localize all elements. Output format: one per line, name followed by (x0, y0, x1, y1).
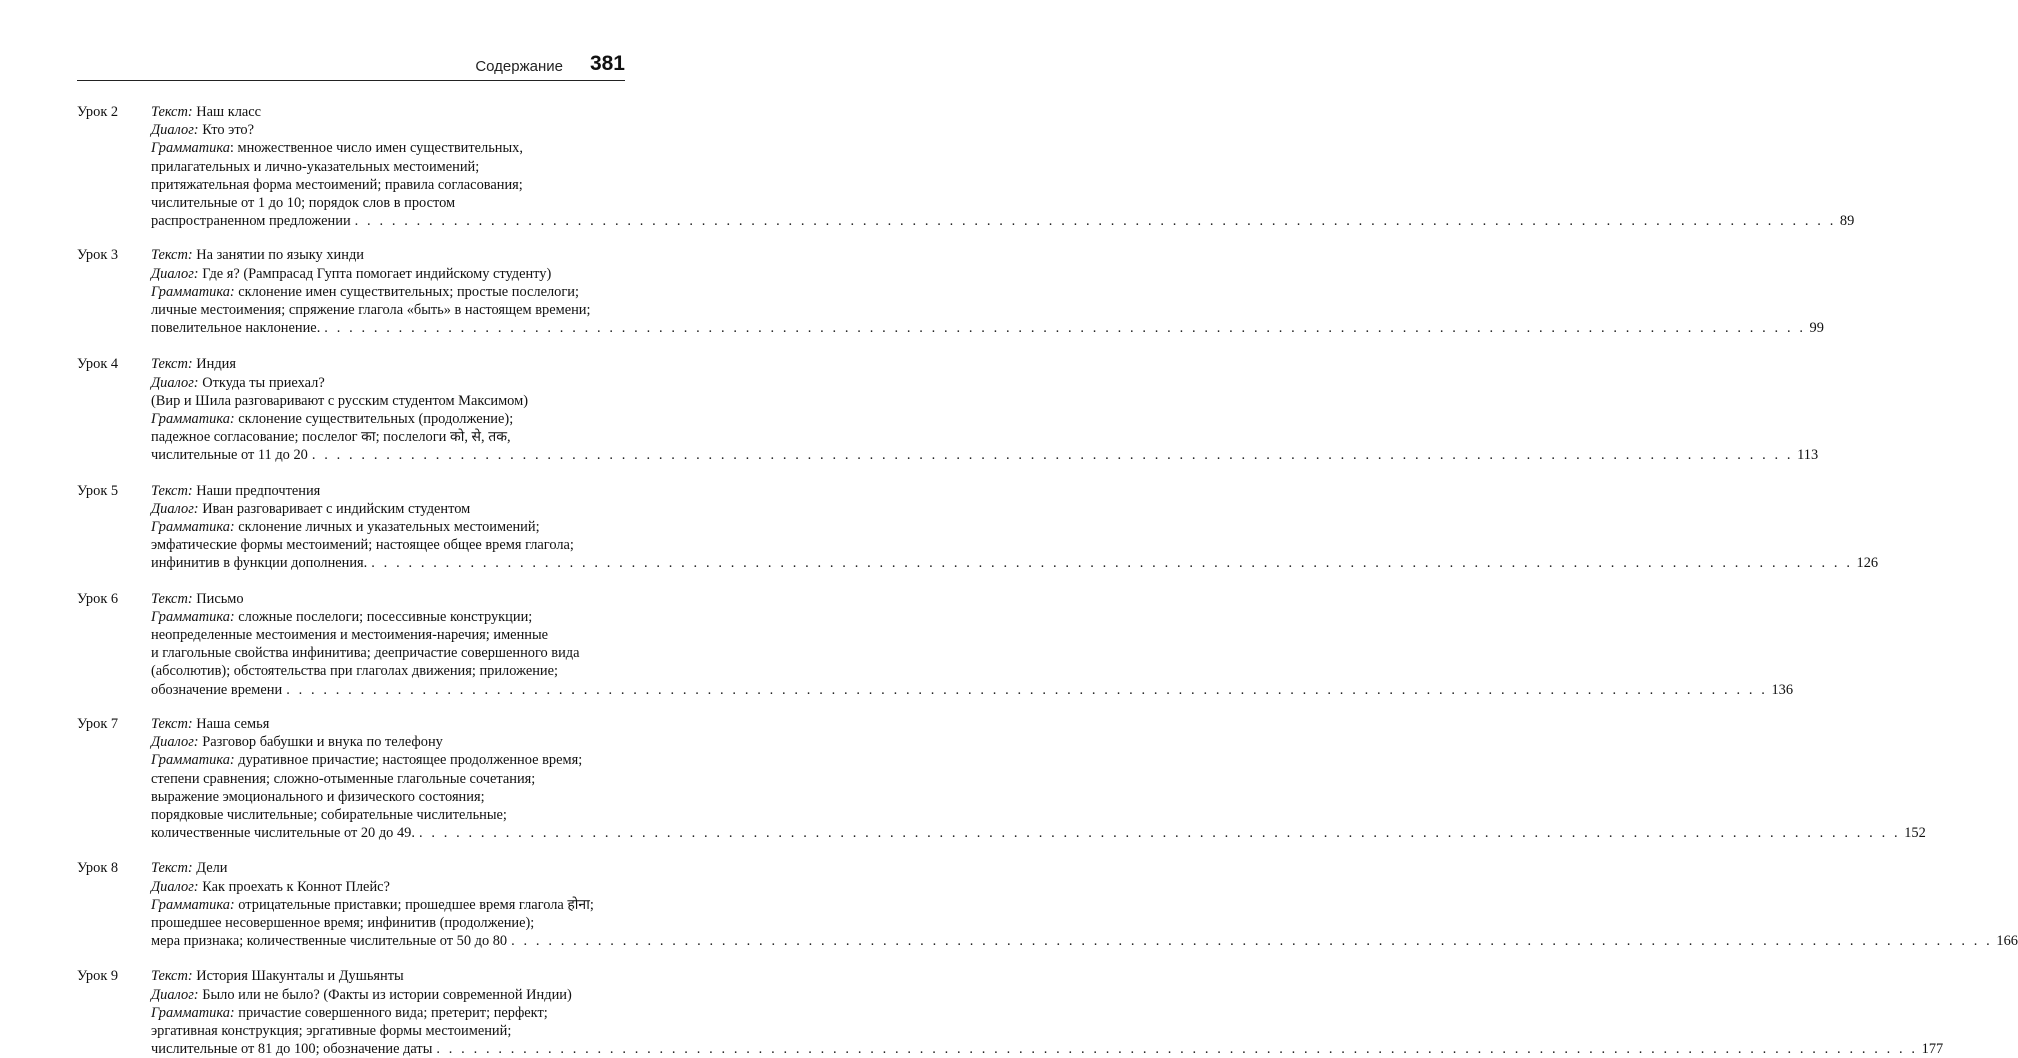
text-run: Наш класс (192, 104, 262, 120)
text-run: Наши предпочтения (192, 482, 321, 499)
toc-entry (77, 355, 1819, 464)
contents-line (151, 355, 625, 373)
contents-line (151, 392, 625, 410)
text-run: Как проехать к Коннот Плейс? (198, 878, 390, 895)
contents-line (151, 301, 625, 319)
toc-entry (77, 103, 1855, 230)
lesson-contents (151, 859, 2018, 950)
section-heading: Диалог: (151, 265, 199, 282)
text-run: обозначение времени (151, 681, 283, 698)
text-run: числительные от 1 до 10; порядок слов в простом (151, 195, 456, 212)
text-run: личные местоимения; спряжение глагола «быть» в настоящем времени; (151, 302, 591, 319)
dot-leader: . . . . . . . . . . . . . . . . . . . . . . . . . . . . . . . . . . . . . . . . . . . . . . . . . . . . . . . . . . . . . . . . . . . . . . . . . . . . . . . . . . . . . . . . . . . . . . . . . . . . . . . . . . . . . . . . . . . . . . . . (324, 320, 1806, 337)
dot-leader: . . . . . . . . . . . . . . . . . . . . . . . . . . . . . . . . . . . . . . . . . . . . . . . . . . . . . . . . . . . . . . . . . . . . . . . . . . . . . . . . . . . . . . . . . . . . . . . . . . . . . . . . . . . . . . . . . . . . . . . . (354, 213, 1836, 230)
section-heading: Диалог: (151, 878, 199, 895)
running-header (77, 50, 625, 81)
devanagari-word: का (361, 429, 376, 446)
line-text (151, 752, 582, 768)
text-run: Иван разговаривает с индийским студентом (198, 500, 471, 517)
text-run: степени сравнения; сложно-отыменные глагольные сочетания; (151, 770, 536, 787)
line-text (151, 932, 507, 950)
text-run: инфинитив в функции дополнения. (151, 555, 368, 572)
line-text (151, 681, 282, 699)
text-run: прошедшее несовершенное время; инфинитив (продолжение); (151, 914, 535, 931)
line-text (151, 860, 228, 876)
line-text (151, 247, 364, 263)
contents-line (151, 265, 625, 283)
lesson-contents (151, 715, 1926, 842)
line-text (151, 393, 528, 409)
section-heading: Диалог: (151, 734, 199, 751)
toc-entry (77, 715, 1926, 842)
entry-page-number: 126 (1856, 555, 1879, 572)
contents-line (151, 246, 625, 264)
line-text (151, 824, 415, 842)
entry-page-number: 99 (1809, 320, 1824, 337)
lesson-label: Урок 6 (77, 590, 119, 607)
line-text (151, 537, 574, 553)
text-run: отрицательные приставки; прошедшее время глагола (234, 896, 568, 913)
line-text (151, 627, 548, 643)
page-number: 381 (589, 52, 625, 75)
section-heading: Текст: (151, 247, 193, 264)
lesson-contents (151, 590, 1794, 699)
contents-line (151, 158, 625, 176)
line-text (151, 1023, 511, 1039)
lesson-label: Урок 2 (77, 104, 119, 120)
toc-entry (77, 246, 1824, 337)
toc-entry (77, 590, 1794, 699)
contents-line (151, 859, 625, 877)
contents-line (151, 176, 625, 194)
section-heading: Грамматика: (151, 411, 235, 428)
line-text (151, 501, 470, 517)
line-text (151, 1040, 432, 1058)
entry-page-number: 113 (1797, 447, 1819, 464)
text-run: Кто это? (198, 122, 255, 139)
contents-line (151, 788, 625, 806)
line-text (151, 591, 244, 607)
text-run: Индия (192, 356, 236, 373)
line-text (151, 645, 580, 661)
line-text (151, 716, 269, 732)
text-run: прилагательных и лично-указательных местоимений; (151, 158, 480, 175)
section-heading: Текст: (151, 715, 193, 732)
section-heading: Грамматика: (151, 283, 235, 300)
toc-entry (77, 859, 2018, 950)
contents-line (151, 500, 625, 518)
line-text (151, 212, 351, 230)
contents-line (151, 896, 625, 914)
lesson-contents (151, 355, 1819, 464)
section-heading: Текст: (151, 968, 193, 985)
line-text (151, 483, 320, 499)
lesson-label: Урок 7 (77, 715, 119, 732)
line-text (151, 771, 535, 787)
section-heading: Текст: (151, 482, 193, 499)
line-text (151, 266, 551, 282)
section-heading: Грамматика: (151, 896, 235, 913)
section-heading: Текст: (151, 590, 193, 607)
line-text (151, 968, 404, 984)
lesson-contents (151, 482, 1879, 573)
contents-line (151, 590, 625, 608)
line-text (151, 879, 390, 895)
line-text (151, 104, 261, 120)
contents-line (151, 733, 625, 751)
line-text (151, 519, 540, 535)
contents-line (151, 194, 625, 212)
line-text (151, 446, 308, 464)
line-text (151, 122, 254, 138)
text-run: порядковые числительные; собирательные числительные; (151, 806, 507, 823)
contents-line (151, 536, 625, 554)
contents-line (151, 446, 1819, 464)
text-run: дуративное причастие; настоящее продолженное время; (234, 752, 583, 769)
entry-page-number: 89 (1839, 213, 1855, 230)
contents-line (151, 967, 625, 985)
lesson-label: Урок 3 (77, 247, 119, 264)
contents-line (151, 914, 625, 932)
line-text (151, 411, 513, 427)
text-run: ; (589, 896, 594, 913)
dot-leader: . . . . . . . . . . . . . . . . . . . . . . . . . . . . . . . . . . . . . . . . . . . . . . . . . . . . . . . . . . . . . . . . . . . . . . . . . . . . . . . . . . . . . . . . . . . . . . . . . . . . . . . . . . . . . . . . . . . . . . . . (511, 933, 1993, 950)
text-run: склонение имен существительных; простые послелоги; (234, 283, 579, 300)
text-run: числительные от 81 до 100; обозначение даты (151, 1041, 433, 1058)
contents-line (151, 374, 625, 392)
line-text (151, 302, 591, 318)
dot-leader: . . . . . . . . . . . . . . . . . . . . . . . . . . . . . . . . . . . . . . . . . . . . . . . . . . . . . . . . . . . . . . . . . . . . . . . . . . . . . . . . . . . . . . . . . . . . . . . . . . . . . . . . . . . . . . . . . . . . . . . . (311, 447, 1794, 464)
contents-line (151, 715, 625, 733)
contents-line (151, 932, 2018, 950)
section-heading: Диалог: (151, 500, 199, 517)
text-run: эргативная конструкция; эргативные формы местоимений; (151, 1022, 512, 1039)
dot-leader: . . . . . . . . . . . . . . . . . . . . . . . . . . . . . . . . . . . . . . . . . . . . . . . . . . . . . . . . . . . . . . . . . . . . . . . . . . . . . . . . . . . . . . . . . . . . . . . . . . . . . . . . . . . . . . . . . . . . . . . . (371, 555, 1853, 572)
section-heading: Текст: (151, 104, 193, 120)
text-run: падежное согласование; послелог (151, 429, 362, 446)
contents-line (151, 626, 625, 644)
contents-line (151, 121, 625, 139)
contents-line (151, 824, 1926, 842)
toc-entry (77, 482, 1879, 573)
contents-line (151, 751, 625, 769)
dot-leader: . . . . . . . . . . . . . . . . . . . . . . . . . . . . . . . . . . . . . . . . . . . . . . . . . . . . . . . . . . . . . . . . . . . . . . . . . . . . . . . . . . . . . . . . . . . . . . . . . . . . . . . . . . . . . . . . . . . . . . . . (418, 825, 1901, 842)
line-text (151, 140, 523, 156)
section-heading: Грамматика: (151, 1004, 235, 1021)
line-text (151, 1005, 548, 1021)
contents-line (151, 139, 625, 157)
text-run: Разговор бабушки и внука по телефону (198, 734, 443, 751)
contents-line (151, 212, 1855, 230)
text-run: неопределенные местоимения и местоимения-наречия; именные (151, 627, 549, 644)
text-run: , (506, 429, 511, 446)
lesson-contents (151, 103, 1855, 230)
contents-line (151, 662, 625, 680)
text-run: эмфатические формы местоимений; настоящее общее время глагола; (151, 537, 574, 554)
contents-line (151, 554, 1879, 572)
text-run: На занятии по языку хинди (192, 247, 364, 264)
section-heading: Грамматика (151, 140, 230, 157)
text-run: Было или не было? (Факты из истории современной Индии) (198, 986, 572, 1003)
line-text (151, 663, 558, 679)
line-text (151, 429, 511, 445)
text-run: склонение существительных (продолжение); (234, 411, 514, 428)
contents-line (151, 986, 625, 1004)
contents-line (151, 428, 625, 446)
devanagari-word: होना (567, 896, 590, 913)
text-run: мера признака; количественные числительные от 50 до 80 (151, 933, 508, 950)
line-text (151, 609, 532, 625)
line-text (151, 195, 455, 211)
section-title: Содержание (475, 58, 563, 75)
text-run: Откуда ты приехал? (198, 374, 325, 391)
line-text (151, 319, 320, 337)
text-run: : множественное число имен существительных, (229, 140, 523, 157)
contents-line (151, 482, 625, 500)
text-run: выражение эмоционального и физического состояния; (151, 788, 485, 805)
section-heading: Диалог: (151, 122, 199, 139)
contents-line (151, 681, 1794, 699)
contents-line (151, 608, 625, 626)
contents-line (151, 806, 625, 824)
contents-line (151, 410, 625, 428)
line-text (151, 807, 507, 823)
text-run: , (481, 429, 489, 446)
contents-line (151, 103, 625, 121)
contents-line (151, 878, 625, 896)
lesson-label: Урок 5 (77, 482, 119, 499)
devanagari-word: तक (488, 429, 507, 446)
text-run: История Шакунталы и Душьянты (192, 968, 404, 985)
text-run: Дели (192, 860, 228, 877)
line-text (151, 159, 479, 175)
text-run: ; послелоги (375, 429, 450, 446)
text-run: количественные числительные от 20 до 49. (151, 825, 415, 842)
contents-line (151, 1040, 1944, 1058)
line-text (151, 897, 594, 913)
line-text (151, 554, 367, 572)
line-text (151, 356, 236, 372)
contents-line (151, 283, 625, 301)
text-run: , (464, 429, 472, 446)
text-run: распространенном предложении (151, 213, 351, 230)
contents-line (151, 644, 625, 662)
line-text (151, 177, 523, 193)
text-run: числительные от 11 до 20 (151, 447, 308, 464)
devanagari-word: से (471, 429, 482, 446)
text-run: Письмо (192, 590, 244, 607)
lesson-contents (151, 246, 1824, 337)
section-heading: Грамматика: (151, 519, 235, 536)
line-text (151, 789, 485, 805)
section-heading: Текст: (151, 356, 193, 373)
line-text (151, 987, 572, 1003)
dot-leader: . . . . . . . . . . . . . . . . . . . . . . . . . . . . . . . . . . . . . . . . . . . . . . . . . . . . . . . . . . . . . . . . . . . . . . . . . . . . . . . . . . . . . . . . . . . . . . . . . . . . . . . . . . . . . . . . . . . . . . . . (286, 681, 1768, 698)
text-run: (абсолютив); обстоятельства при глаголах движения; приложение; (151, 663, 559, 680)
toc-entry (77, 967, 1944, 1058)
entry-page-number: 152 (1904, 825, 1926, 842)
text-run: сложные послелоги; посессивные конструкции; (234, 608, 533, 625)
lesson-label: Урок 8 (77, 860, 119, 877)
lesson-label: Урок 9 (77, 968, 119, 985)
line-text (151, 734, 443, 750)
devanagari-word: को (449, 429, 465, 446)
text-run: склонение личных и указательных местоимений; (234, 519, 540, 536)
contents-line (151, 1022, 625, 1040)
text-run: и глагольные свойства инфинитива; деепричастие совершенного вида (151, 645, 580, 662)
section-heading: Диалог: (151, 374, 199, 391)
entry-page-number: 136 (1771, 681, 1794, 698)
contents-line (151, 1004, 625, 1022)
lesson-contents (151, 967, 1944, 1058)
text-run: Наша семья (192, 715, 270, 732)
text-run: повелительное наклонение. (151, 320, 321, 337)
section-heading: Грамматика: (151, 608, 235, 625)
line-text (151, 915, 534, 931)
entry-page-number: 166 (1996, 933, 2018, 950)
table-of-contents (77, 103, 2018, 1058)
contents-line (151, 319, 1824, 337)
text-run: причастие совершенного вида; претерит; перфект; (234, 1004, 548, 1021)
section-heading: Грамматика: (151, 752, 235, 769)
contents-line (151, 770, 625, 788)
text-run: притяжательная форма местоимений; правила согласования; (151, 176, 523, 193)
line-text (151, 284, 579, 300)
contents-line (151, 518, 625, 536)
text-run: Где я? (Рампрасад Гупта помогает индийскому студенту) (198, 265, 552, 282)
dot-leader: . . . . . . . . . . . . . . . . . . . . . . . . . . . . . . . . . . . . . . . . . . . . . . . . . . . . . . . . . . . . . . . . . . . . . . . . . . . . . . . . . . . . . . . . . . . . . . . . . . . . . . . . . . . . . . . . . . . . . . . . (436, 1041, 1918, 1058)
text-run: (Вир и Шила разговаривают с русским студентом Максимом) (151, 392, 528, 409)
lesson-label: Урок 4 (77, 356, 119, 373)
section-heading: Диалог: (151, 986, 199, 1003)
section-heading: Текст: (151, 860, 193, 877)
entry-page-number: 177 (1921, 1041, 1944, 1058)
line-text (151, 375, 325, 391)
